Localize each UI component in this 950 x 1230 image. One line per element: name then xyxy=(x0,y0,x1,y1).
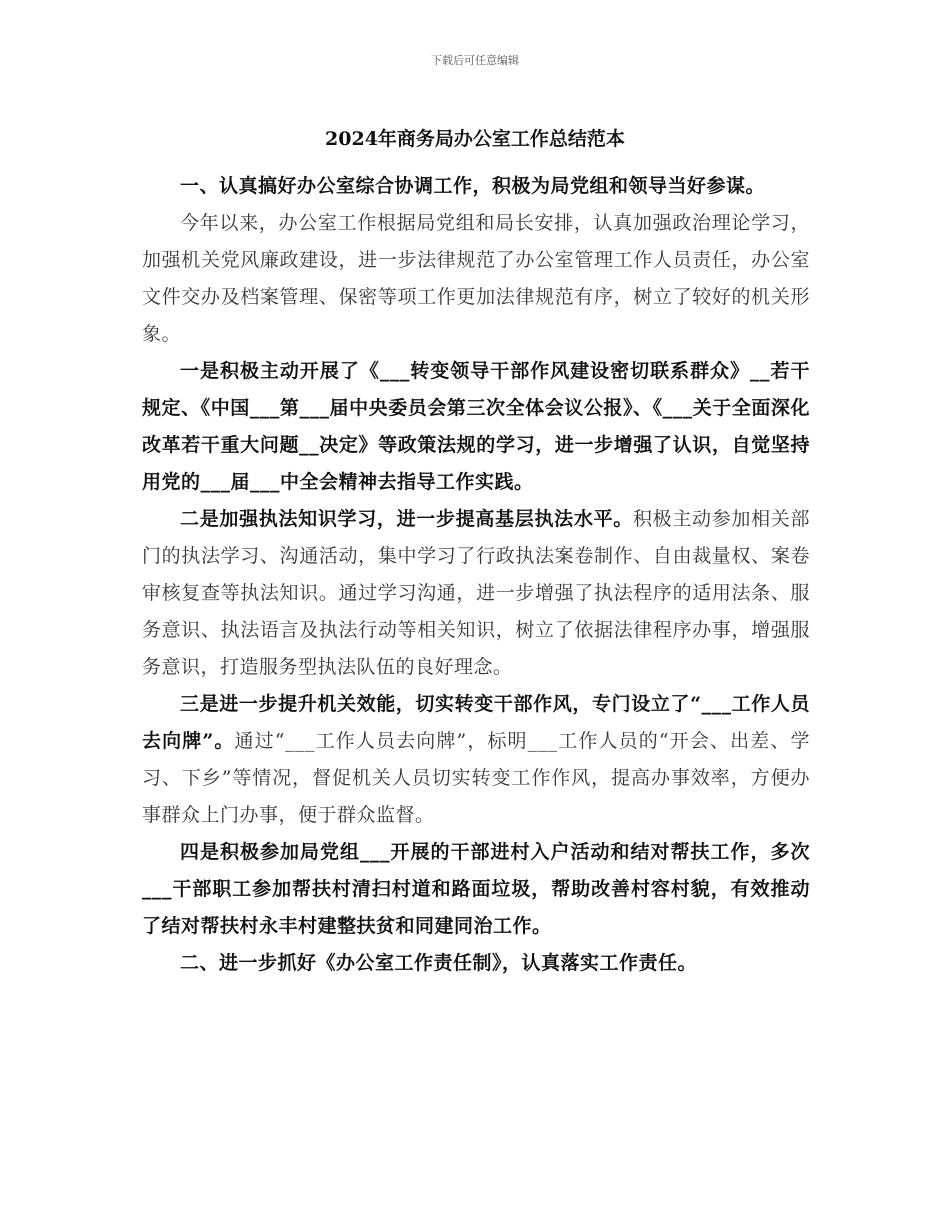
paragraph-rest-text: 通过“___工作人员去向牌”，标明___工作人员的“开会、出差、学习、下乡”等情况，督促机关人员切实转变工作作风，提高办事效率，方便办事群众上门办事，便于群众监督。 xyxy=(142,730,810,826)
paragraph-rest-text: 积极主动参加相关部门的执法学习、沟通活动，集中学习了行政执法案卷制作、自由裁量权、案卷审核复查等执法知识。通过学习沟通，进一步增强了执法程序的适用法条、服务意识、执法语言及执法行动等相关知识，树立了依据法律程序办事，增强服务意识，打造服务型执法队伍的良好理念。 xyxy=(142,508,810,678)
paragraph-second-item xyxy=(142,501,810,686)
body-paragraph-1: 今年以来，办公室工作根据局党组和局长安排，认真加强政治理论学习，加强机关党风廉政建设，进一步法律规范了办公室管理工作人员责任，办公室文件交办及档案管理、保密等项工作更加法律规范有序，树立了较好的机关形象。 xyxy=(142,212,810,345)
paragraph-lead-bold: 三是进一步提升机关效能，切实转变干部作风，专门设立了“___工作人员去向牌”。 xyxy=(142,693,810,752)
document-title: 2024年商务局办公室工作总结范本 xyxy=(325,128,625,150)
page-header-note: 下载后可任意编辑 xyxy=(431,54,519,67)
bold-paragraph-first: 一是积极主动开展了《___转变领导干部作风建设密切联系群众》__若干规定、《中国___第___届中央委员会第三次全体会议公报》、《___关于全面深化改革若干重大问题__决定》等政策法规的学习，进一步增强了认识，自觉坚持用党的___届___中全会精神去指导工作实践。 xyxy=(142,360,810,493)
bold-paragraph-fourth: 四是积极参加局党组___开展的干部进村入户活动和结对帮扶工作，多次___干部职工参加帮扶村清扫村道和路面垃圾，帮助改善村容村貌，有效推动了结对帮扶村永丰村建整扶贫和同建同治工作。 xyxy=(142,841,810,937)
document-body xyxy=(142,168,810,982)
section-heading-2: 二、进一步抓好《办公室工作责任制》，认真落实工作责任。 xyxy=(180,952,698,974)
paragraph-third-item xyxy=(142,686,810,834)
paragraph-lead-bold: 二是加强执法知识学习，进一步提高基层执法水平。 xyxy=(180,508,633,530)
section-heading-1: 一、认真搞好办公室综合协调工作，积极为局党组和领导当好参谋。 xyxy=(180,175,766,197)
